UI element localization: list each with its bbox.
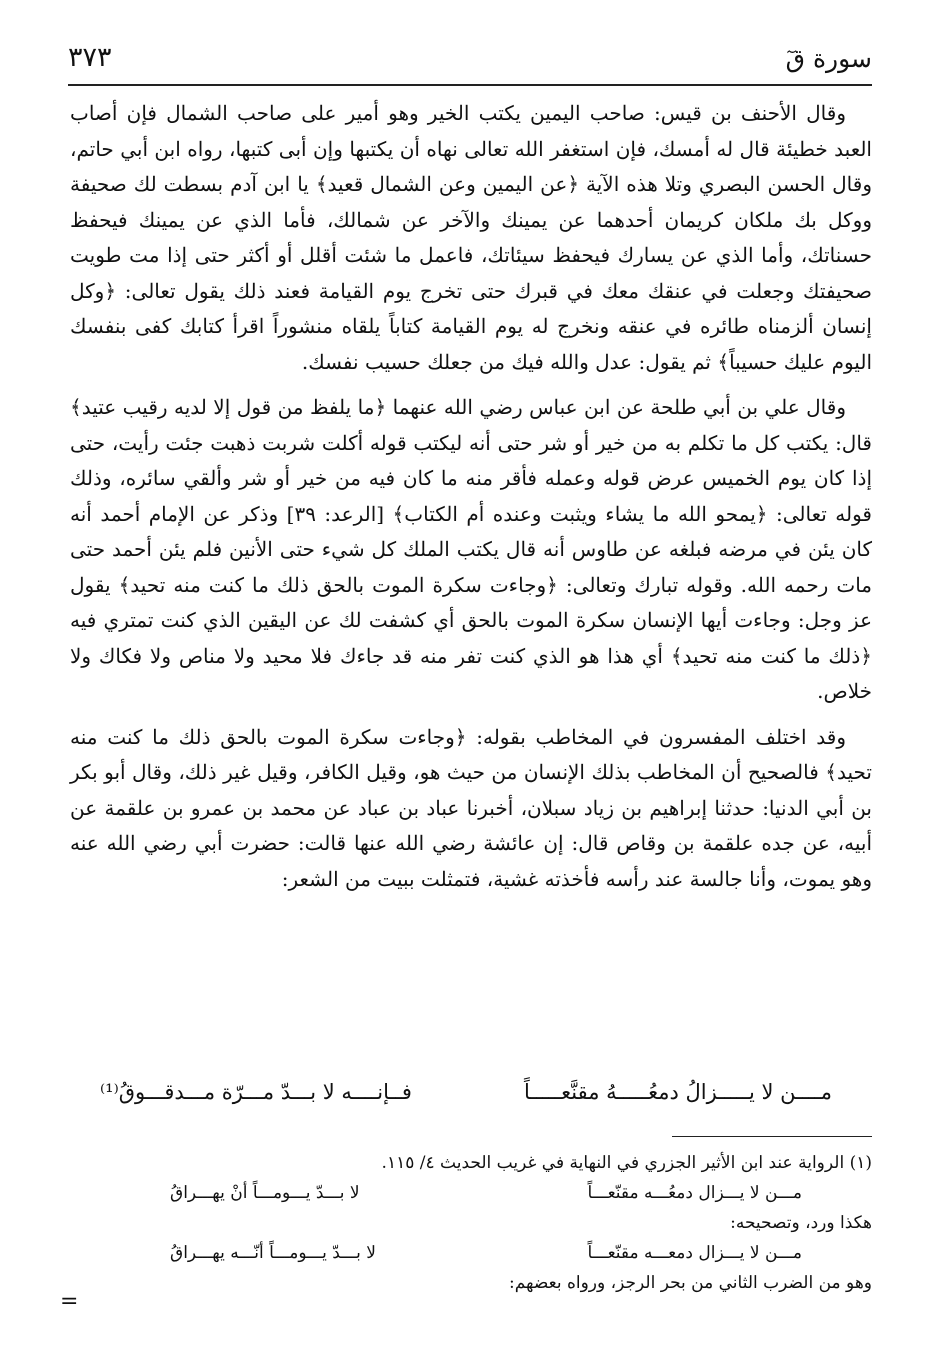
poetry-verse [100, 1080, 832, 1104]
continuation-mark: = [60, 1289, 79, 1314]
footnote-verse-1-second: لا بـــدّ يـــومـــاً أنْ يهـــراقُ [170, 1183, 360, 1203]
paragraph-2: وقال علي بن أبي طلحة عن ابن عباس رضي الله عنهما ﴿ما يلفظ من قول إلا لديه رقيب عتيد﴾ قال: يكتب كل ما تكلم به من خير أو شر حتى أنه ليكتب قوله أكلت شربت ذهبت جئت رأيت، حتى إذا كان يوم الخميس عرض قوله وعمله فأقر منه ما كان فيه من خير أو شر وألقي سائره، وذلك قوله تعالى: ﴿يمحو الله ما يشاء ويثبت وعنده أم الكتاب﴾ [الرعد: ٣٩] وذكر عن الإمام أحمد أنه كان يئن في مرضه فبلغه عن طاوس أنه قال يكتب الملك كل شيء حتى الأنين فلم يئن أحمد حتى مات رحمه الله. وقوله تبارك وتعالى: ﴿وجاءت سكرة الموت بالحق ذلك ما كنت منه تحيد﴾ يقول عز وجل: وجاءت أيها الإنسان سكرة الموت بالحق أي كشفت لك عن اليقين الذي كنت تمتري فيه ﴿ذلك ما كنت منه تحيد﴾ أي هذا هو الذي كنت تفر منه قد جاءك فلا محيد ولا مناص ولا فكاك ولا خلاص. [70, 395, 872, 703]
footnote-verse-2 [100, 1238, 872, 1268]
surah-title: سورة قٓ [785, 44, 872, 73]
footnote-verse-1-first: مـــن لا يـــزال دمعُـــه مقنّعـــاً [587, 1183, 802, 1203]
footnote-meter-note: وهو من الضرب الثاني من بحر الرجز، ورواه بعضهم: [509, 1273, 872, 1293]
page-header [68, 40, 872, 86]
page-number: ٣٧٣ [68, 42, 112, 73]
footnote-separator [672, 1136, 872, 1137]
paragraph-1: وقال الأحنف بن قيس: صاحب اليمين يكتب الخير وهو أمير على صاحب الشمال فإن أصاب العبد خطيئة قال له أمسك، فإن استغفر الله تعالى نهاه أن يكتبها وإن أبى كتبها، رواه ابن أبي حاتم، وقال الحسن البصري وتلا هذه الآية ﴿عن اليمين وعن الشمال قعيد﴾ يا ابن آدم بسطت لك صحيفة ووكل بك ملكان كريمان أحدهما عن يمينك والآخر عن شمالك، فأما الذي عن يمينك فيحفظ حسناتك، وأما الذي عن يسارك فيحفظ سيئاتك، فاعمل ما شئت أقلل أو أكثر حتى إذا مت طويت صحيفتك وجعلت في عنقك معك في قبرك حتى تخرج يوم القيامة فعند ذلك يقول تعالى: ﴿وكل إنسان ألزمناه طائره في عنقه ونخرج له يوم القيامة كتاباً يلقاه منشوراً اقرأ كتابك كفى بنفسك اليوم عليك حسيباً﴾ ثم يقول: عدل والله فيك من جعلك حسيب نفسك. [70, 101, 872, 374]
footnote-1: (١) الرواية عند ابن الأثير الجزري في النهاية في غريب الحديث ٤/ ١١٥. [381, 1153, 872, 1173]
main-text [70, 96, 872, 897]
verse-second-hemistich: فــإنــــه لا بـــدّ مـــرّة مـــدقـــوقُ⁽¹⁾ [100, 1080, 412, 1104]
footnote-verse-2-first: مـــن لا يـــزال دمعـــه مقنّعـــاً [587, 1243, 802, 1263]
footnote-correction-label: هكذا ورد، وتصحيحه: [730, 1213, 872, 1233]
footnotes [100, 1148, 872, 1298]
paragraph-3: وقد اختلف المفسرون في المخاطب بقوله: ﴿وجاءت سكرة الموت بالحق ذلك ما كنت منه تحيد﴾ فالصحيح أن المخاطب بذلك الإنسان من حيث هو، وقيل الكافر، وقيل غير ذلك، وقال أبو بكر بن أبي الدنيا: حدثنا إبراهيم بن زياد سبلان، أخبرنا عباد بن عباد عن محمد بن عمرو بن علقمة عن أبيه، عن جده علقمة بن وقاص قال: إن عائشة رضي الله عنها قالت: حضرت أبي رضي الله عنه وهو يموت، وأنا جالسة عند رأسه فأخذته غشية، فتمثلت ببيت من الشعر: [70, 724, 872, 891]
verse-first-hemistich: مــــن لا يـــــزالُ دمعُـــــهُ مقنَّعـــــاً [523, 1080, 832, 1104]
footnote-verse-2-second: لا بـــدّ يـــومـــاً أنّـــه يهـــراقُ [170, 1243, 376, 1263]
footnote-verse-1 [100, 1178, 872, 1208]
